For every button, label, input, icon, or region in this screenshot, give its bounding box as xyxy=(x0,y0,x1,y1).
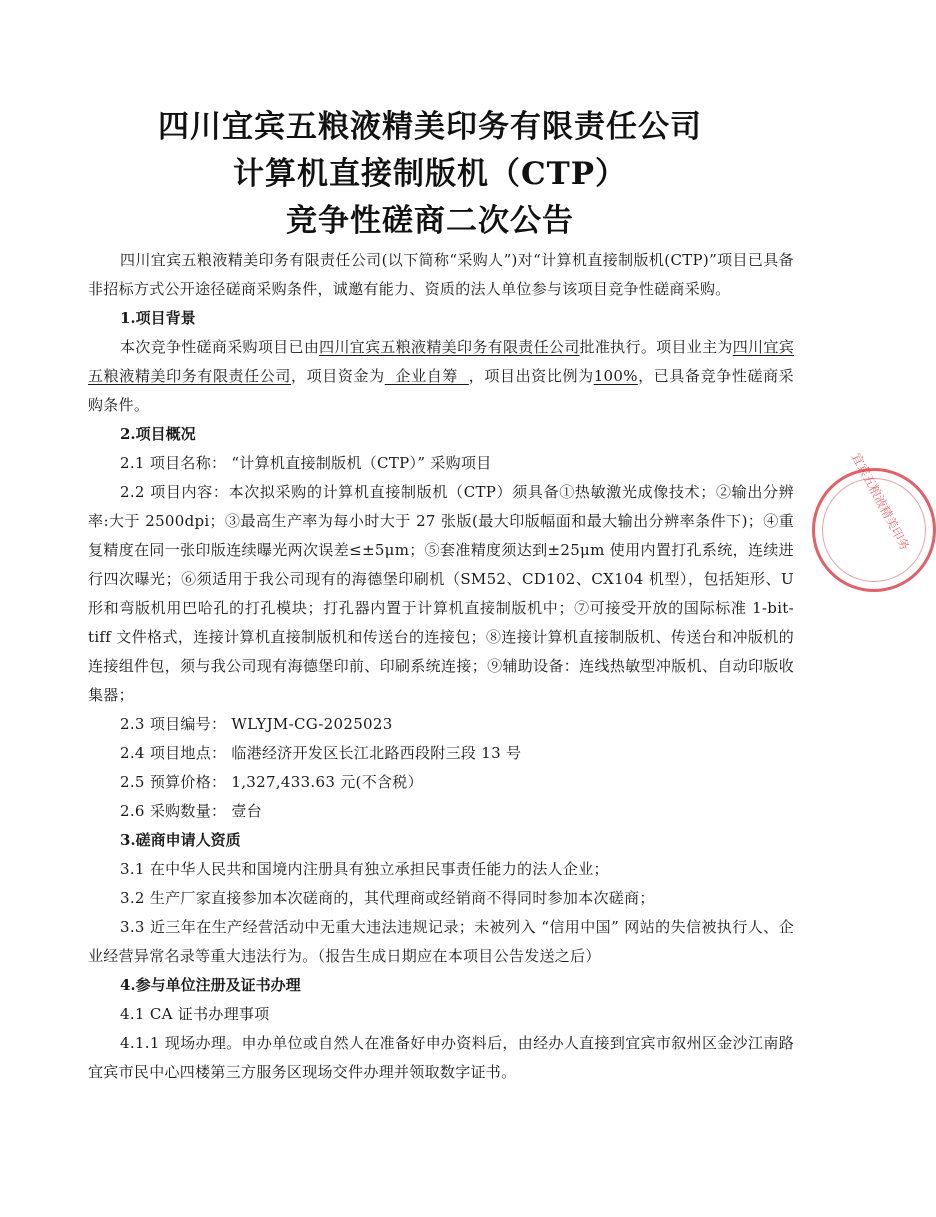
section-4-heading: 4.参与单位注册及证书办理 xyxy=(120,976,301,994)
title-company: 四川宜宾五粮液精美印务有限责任公司 xyxy=(158,109,702,145)
section-1-heading: 1.项目背景 xyxy=(120,309,196,327)
document-body xyxy=(88,246,794,1087)
document-title xyxy=(0,104,860,245)
section-1-paragraph: 本次竞争性磋商采购项目已由四川宜宾五粮液精美印务有限责任公司批准执行。项目业主为四川宜宾五粮液精美印务有限责任公司，项目资金为 企业自筹 ，项目出资比例为100%，已具备竞争性磋商采购条件。 xyxy=(88,338,794,414)
onsite-registration: 4.1.1 现场办理。申办单位或自然人在准备好申办资料后，由经办人直接到宜宾市叙州区金沙江南路宜宾市民中心四楼第三方服务区现场交件办理并领取数字证书。 xyxy=(88,1034,794,1081)
funding-source: 企业自筹 xyxy=(384,367,469,385)
project-name: 2.1 项目名称： “计算机直接制版机（CTP）” 采购项目 xyxy=(120,454,492,472)
project-content: 2.2 项目内容：本次拟采购的计算机直接制版机（CTP）须具备①热敏激光成像技术；②输出分辨率:大于 2500dpi；③最高生产率为每小时大于 27 张版(最大印版幅面和最大输出分辨率条件下)；④重复精度在同一张印版连续曝光两次误差≤±5μm；⑤套准精度须达到±25μm 使用内置打孔系统，连续进行四次曝光；⑥须适用于我公司现有的海德堡印刷机（SM52、CD102、CX104 机型），包括矩形、U 形和弯版机用巴哈孔的打孔模块；打孔器内置于计算机直接制版机中；⑦可接受开放的国际标准 1-bit-tiff 文件格式，连接计算机直接制版机和传送台的连接包；⑧连接计算机直接制版机、传送台和冲版机的连接组件包，须与我公司现有海德堡印前、印刷系统连接；⑨辅助设备：连线热敏型冲版机、自动印版收集器； xyxy=(88,483,794,704)
title-notice: 竞争性磋商二次公告 xyxy=(286,203,574,239)
qualification-3: 3.3 近三年在生产经营活动中无重大违法违规记录；未被列入 “信用中国” 网站的失信被执行人、企业经营异常名录等重大违法行为。（报告生成日期应在本项目公告发送之后） xyxy=(88,918,794,965)
funding-ratio: 100% xyxy=(593,367,638,385)
project-location: 2.4 项目地点： 临港经济开发区长江北路西段附三段 13 号 xyxy=(120,744,522,762)
budget-price: 2.5 预算价格： 1,327,433.63 元(不含税） xyxy=(120,773,423,791)
section-3-heading: 3.磋商申请人资质 xyxy=(120,831,241,849)
approver-name: 四川宜宾五粮液精美印务有限责任公司 xyxy=(319,338,580,356)
intro-paragraph: 四川宜宾五粮液精美印务有限责任公司(以下简称“采购人”)对“计算机直接制版机(CTP)”项目已具备非招标方式公开途径磋商采购条件，诚邀有能力、资质的法人单位参与该项目竞争性磋商采购。 xyxy=(88,251,794,298)
owner-name: 四川宜宾五粮液精美印务有限责任公司 xyxy=(88,338,794,385)
project-number: 2.3 项目编号： WLYJM-CG-2025023 xyxy=(120,715,393,733)
qualification-1: 3.1 在中华人民共和国境内注册具有独立承担民事责任能力的法人企业； xyxy=(120,860,609,878)
purchase-quantity: 2.6 采购数量： 壹台 xyxy=(120,802,262,820)
section-2-heading: 2.项目概况 xyxy=(120,425,196,443)
qualification-2: 3.2 生产厂家直接参加本次磋商的，其代理商或经销商不得同时参加本次磋商； xyxy=(120,889,655,907)
seal-text: 宜宾五粮液精美印务 xyxy=(849,450,913,553)
company-seal-stamp xyxy=(812,450,936,592)
ca-certificate-item: 4.1 CA 证书办理事项 xyxy=(120,1005,270,1023)
title-project: 计算机直接制版机（CTP） xyxy=(232,156,628,192)
